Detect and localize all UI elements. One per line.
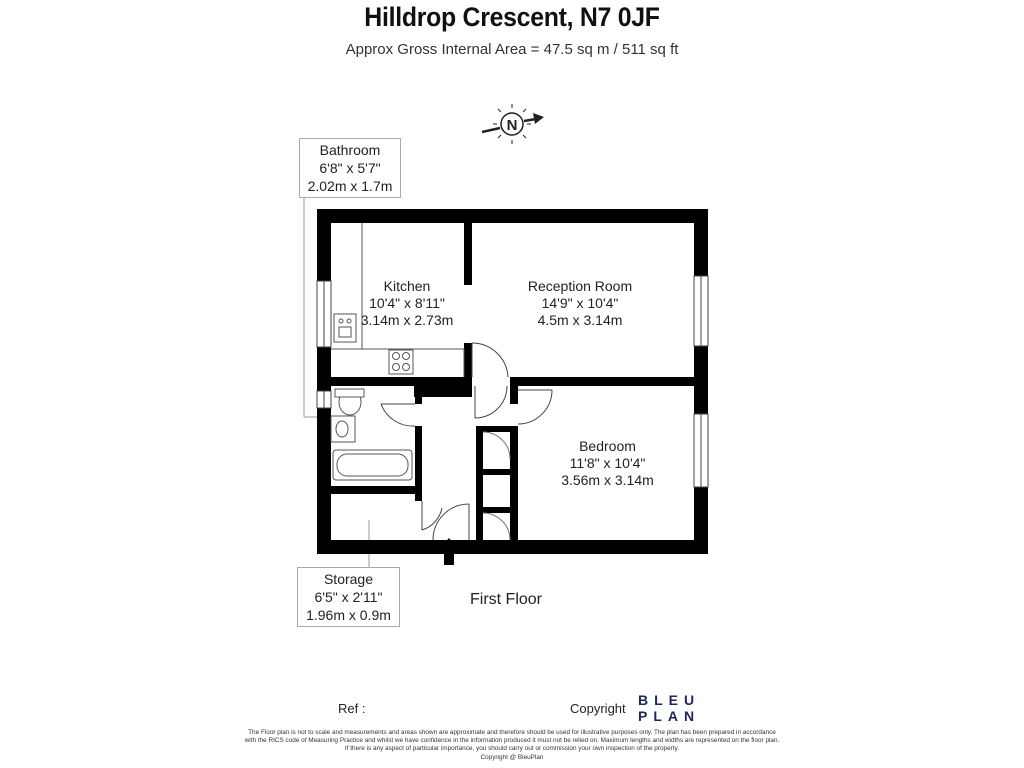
disclaimer-line-4: Copyright @ BleuPlan: [480, 753, 544, 761]
reception-room-label: [500, 278, 660, 329]
storage-callout: [297, 567, 400, 627]
kitchen-label: [343, 278, 471, 329]
kitchen-metric: 3.14m x 2.73m: [360, 312, 454, 328]
bathroom-metric: 2.02m x 1.7m: [307, 178, 393, 194]
bathroom-fittings: [331, 389, 412, 480]
logo-line-2: PLAN: [638, 708, 701, 724]
storage-name: Storage: [323, 571, 374, 587]
copyright-label: Copyright: [570, 701, 626, 716]
bathroom-callout: [299, 138, 401, 198]
kitchen-imperial: 10'4" x 8'11": [369, 295, 445, 311]
bleuplan-logo: [638, 692, 700, 724]
bedroom-imperial: 11'8" x 10'4": [569, 455, 646, 471]
property-address-title: Hilldrop Crescent, N7 0JF: [364, 2, 660, 32]
bedroom-label: [540, 438, 675, 489]
kitchen-name: Kitchen: [383, 278, 431, 294]
storage-metric: 1.96m x 0.9m: [306, 607, 391, 623]
bedroom-metric: 3.56m x 3.14m: [561, 472, 654, 488]
reception-room-name: Reception Room: [527, 278, 633, 294]
north-compass-icon: [482, 104, 544, 144]
bedroom-name: Bedroom: [579, 438, 636, 454]
disclaimer: [220, 729, 804, 762]
floor-name: First Floor: [470, 591, 542, 608]
storage-imperial: 6'5" x 2'11": [314, 589, 383, 605]
disclaimer-line-3: If there is any aspect of particular importance, you should carry out or commission your own inspection of the property.: [344, 745, 680, 753]
logo-line-1: BLEU: [638, 692, 701, 708]
compass-letter: N: [506, 117, 518, 134]
reception-room-imperial: 14'9" x 10'4": [541, 295, 619, 311]
bathroom-name: Bathroom: [319, 142, 381, 158]
bathroom-imperial: 6'8" x 5'7": [319, 160, 381, 176]
disclaimer-line-2: with the RICS code of Measuring Practice and whilst we have confidence in the information produced it must not be relied on. Maximum lengths and widths are represented on the floor plan.: [244, 737, 780, 745]
reception-room-metric: 4.5m x 3.14m: [537, 312, 623, 328]
disclaimer-line-1: The Floor plan is not to scale and measurements and areas shown are approximate and therefore should be used for illustrative purposes only. The plan has been prepared in accordance: [248, 729, 776, 736]
interior-walls: [331, 223, 708, 554]
ref-label: Ref :: [338, 701, 366, 716]
gross-internal-area: Approx Gross Internal Area = 47.5 sq m / 511 sq ft: [345, 41, 679, 58]
